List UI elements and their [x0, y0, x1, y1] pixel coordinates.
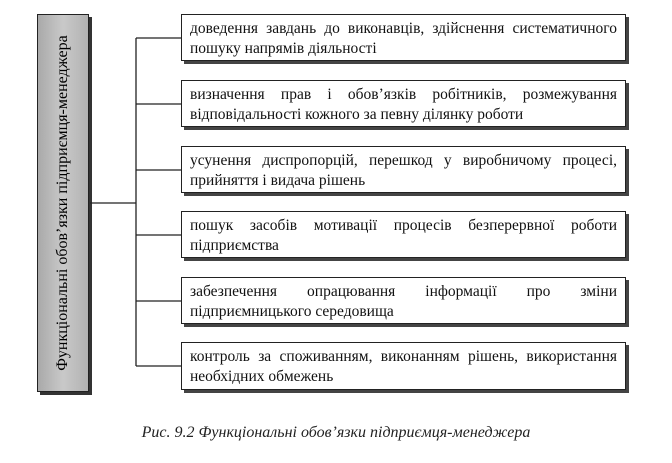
duty-box-5: забезпечення опрацювання інформації про зміни підприємницького середовища	[181, 277, 626, 324]
duty-box-3: усунення диспропорцій, перешкод у виробничому процесі, прийняття і видача рішень	[181, 146, 626, 193]
duty-box-4: пошук засобів мотивації процесів безперервної роботи підприємства	[181, 211, 626, 258]
duty-box-2: визначення прав і обов’язків робітників, розмежування відповідальності кожного за певну ділянку роботи	[181, 80, 626, 127]
root-label: Функціональні обов’язки підприємця-менеджера	[54, 35, 71, 371]
figure-caption: Рис. 9.2 Функціональні обов’язки підприємця-менеджера	[141, 424, 531, 441]
duty-box-6: контроль за споживанням, виконанням рішень, використання необхідних обмежень	[181, 342, 626, 390]
duty-box-1: доведення завдань до виконавців, здійснення систематичного пошуку напрямів діяльності	[181, 14, 626, 61]
